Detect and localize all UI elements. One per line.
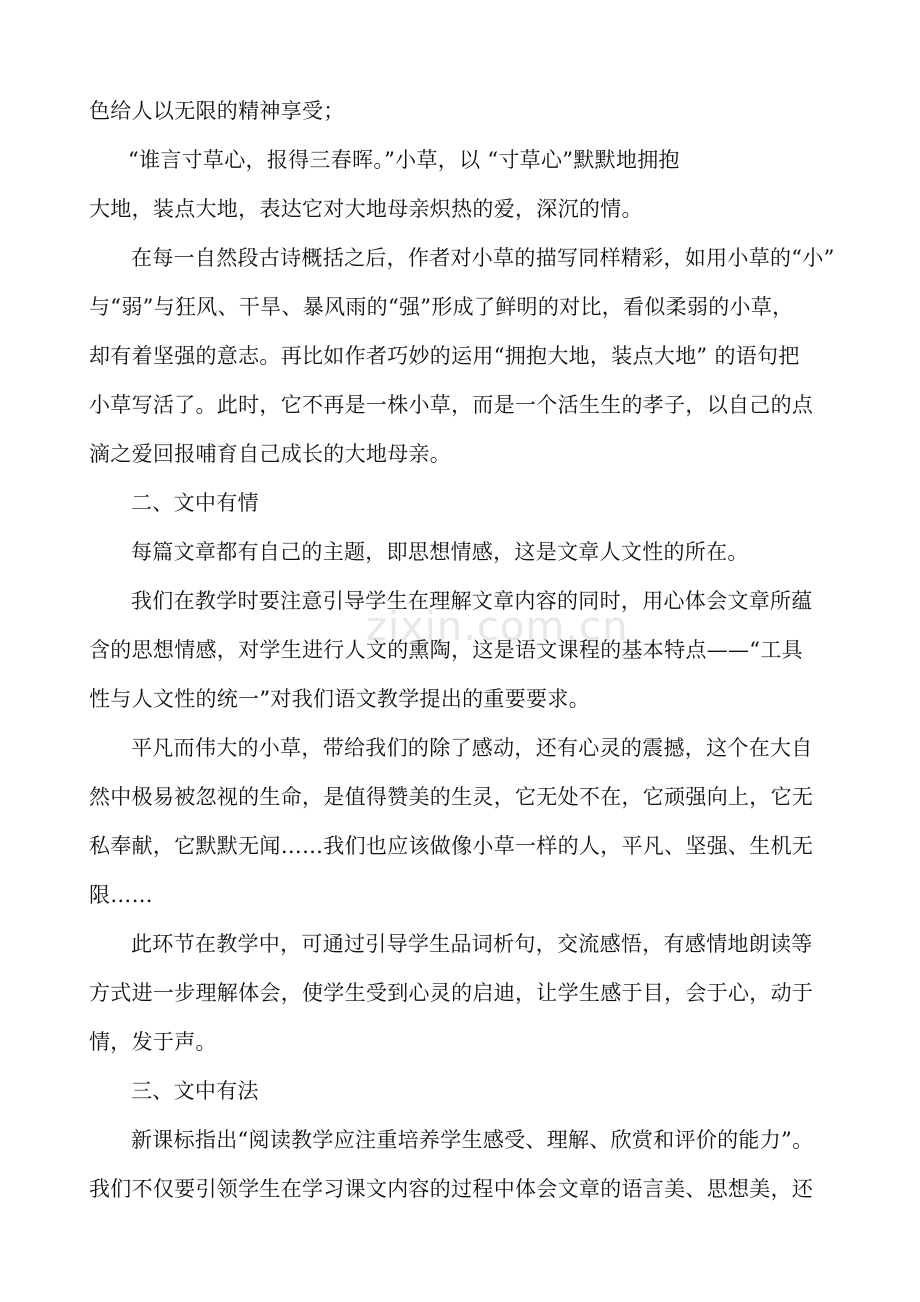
- section-heading: 二、文中有情: [131, 491, 259, 515]
- text-line: 情，发于声。: [89, 1030, 217, 1054]
- text-line: 性与人文性的统一”对我们语文教学提出的重要要求。: [89, 687, 590, 711]
- text-line: 私奉献，它默默无闻……我们也应该做像小草一样的人，平凡、坚强、生机无: [89, 834, 814, 858]
- text-line: 与“弱”与狂风、干旱、暴风雨的“强”形成了鲜明的对比，看似柔弱的小草，: [89, 295, 794, 319]
- watermark: zixin.com.cn: [366, 604, 629, 650]
- text-line: 限……: [89, 883, 153, 907]
- text-line: 每篇文章都有自己的主题，即思想情感，这是文章人文性的所在。: [131, 540, 749, 564]
- text-line: 方式进一步理解体会，使学生受到心灵的启迪，让学生感于目，会于心，动于: [89, 981, 814, 1005]
- text-line: 滴之爱回报哺育自己成长的大地母亲。: [89, 442, 452, 466]
- text-line: 含的思想情感，对学生进行人文的熏陶，这是语文课程的基本特点——“工具: [89, 638, 803, 662]
- text-line: 却有着坚强的意志。再比如作者巧妙的运用“拥抱大地，装点大地” 的语句把: [89, 344, 800, 368]
- text-line: 新课标指出“阅读教学应注重培养学生感受、理解、欣赏和评价的能力”。: [131, 1128, 814, 1152]
- text-line: 此环节在教学中，可通过引导学生品词析句，交流感悟，有感情地朗读等: [131, 932, 813, 956]
- text-line: 小草写活了。此时，它不再是一株小草，而是一个活生生的孝子，以自己的点: [89, 393, 814, 417]
- text-line: 我们不仅要引领学生在学习课文内容的过程中体会文章的语言美、思想美，还: [89, 1177, 814, 1201]
- text-line: 平凡而伟大的小草，带给我们的除了感动，还有心灵的震撼，这个在大自: [131, 736, 813, 760]
- text-line: 然中极易被忽视的生命，是值得赞美的生灵，它无处不在，它顽强向上，它无: [89, 785, 814, 809]
- text-line: 大地，装点大地，表达它对大地母亲炽热的爱，深沉的情。: [89, 197, 643, 221]
- text-line: 在每一自然段古诗概括之后，作者对小草的描写同样精彩，如用小草的“小”: [131, 246, 835, 270]
- text-line: 色给人以无限的精神享受；: [89, 99, 345, 123]
- text-line: 我们在教学时要注意引导学生在理解文章内容的同时，用心体会文章所蕴: [131, 589, 813, 613]
- section-heading: 三、文中有法: [131, 1079, 259, 1103]
- text-line: “谁言寸草心，报得三春晖。”小草，以 “寸草心”默默地拥抱: [128, 148, 680, 172]
